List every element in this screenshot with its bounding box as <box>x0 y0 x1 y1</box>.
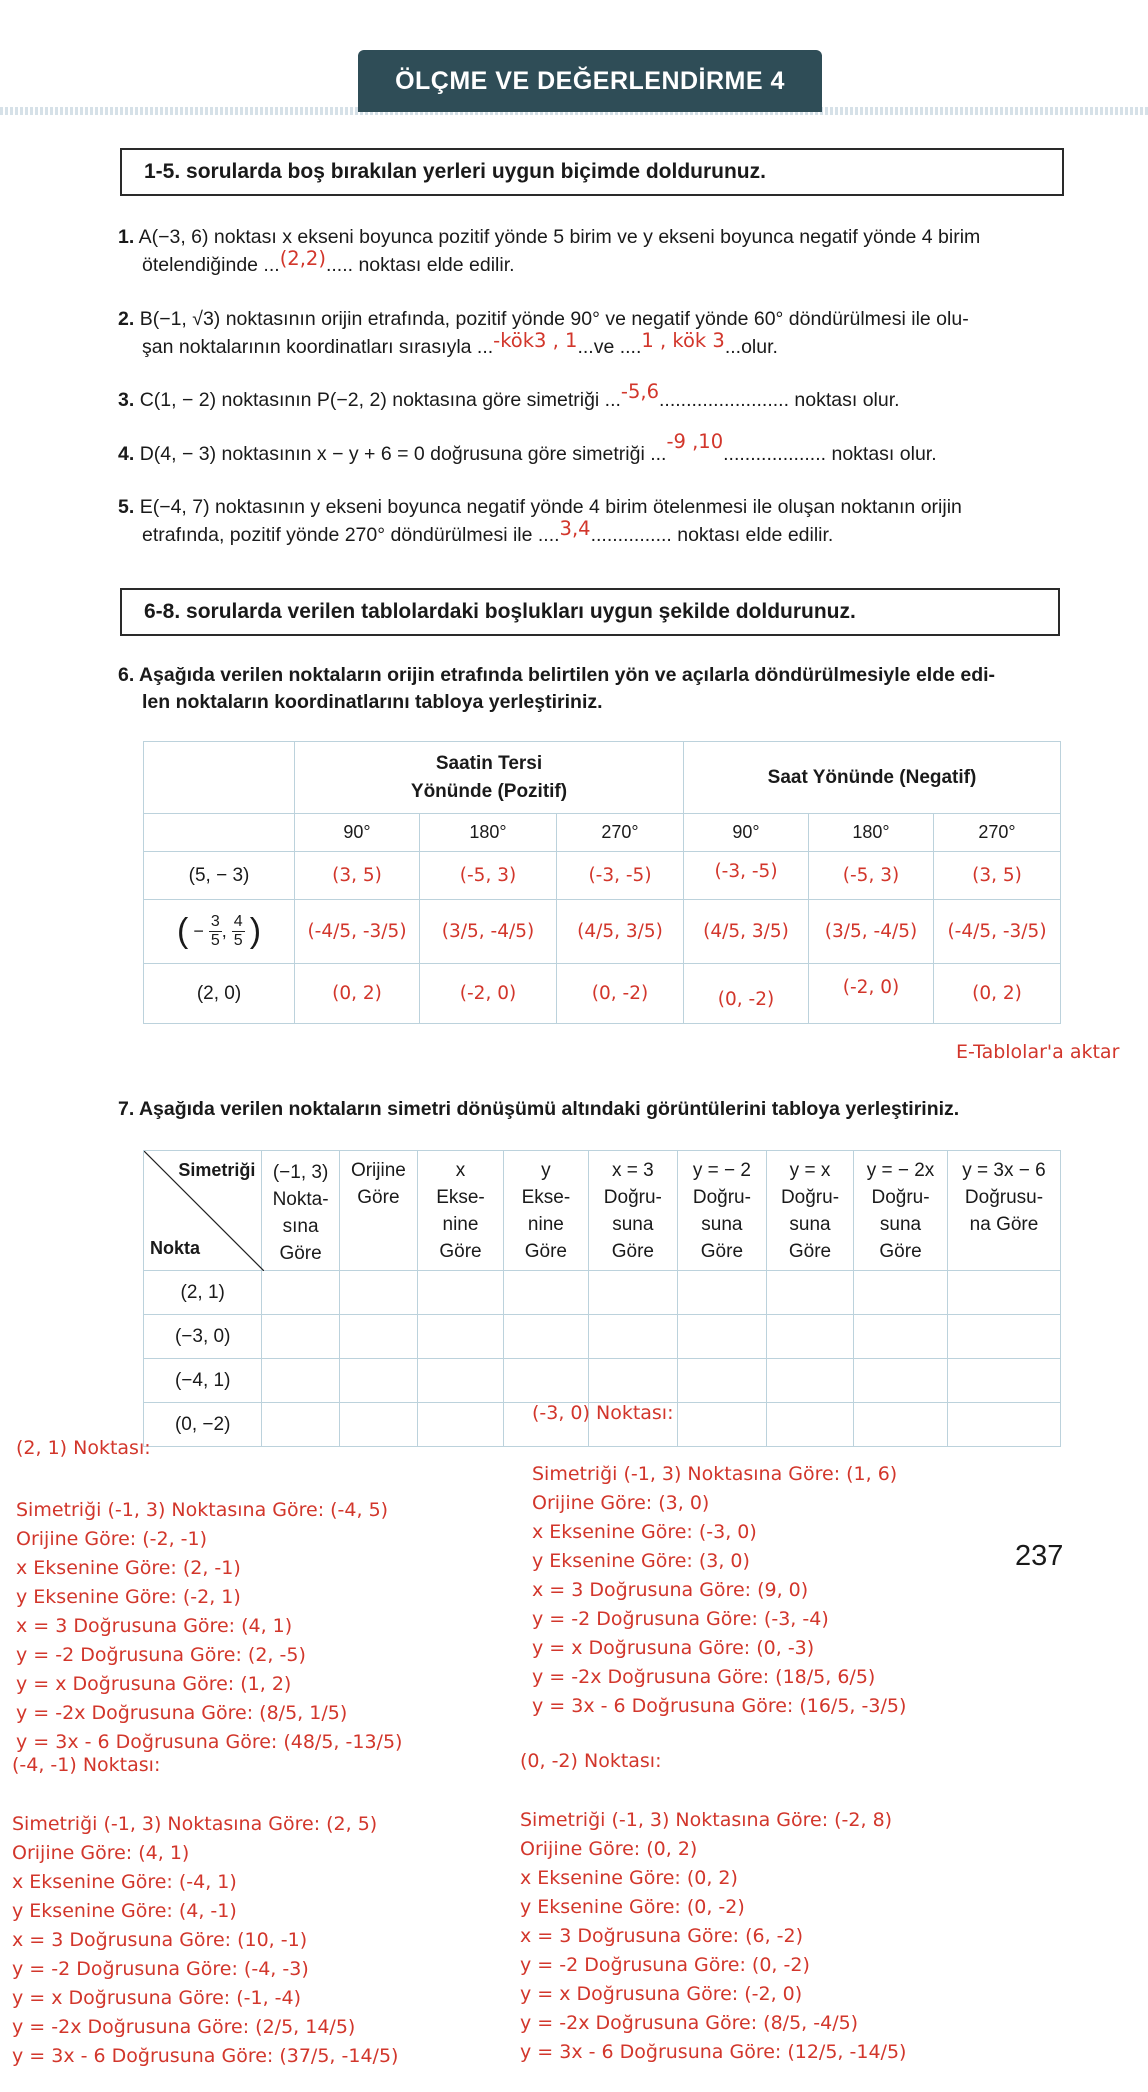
column-header: x Ekse- nine Göre <box>418 1151 504 1271</box>
note-item: y = -2 Doğrusuna Göre: (-4, -3) <box>12 1958 309 1980</box>
answer-cell: (0, -2) <box>717 989 775 1010</box>
answer-cell: (-2, 0) <box>842 977 900 998</box>
note-item: y = -2 Doğrusuna Göre: (0, -2) <box>520 1954 810 1976</box>
angle-header: 180° <box>420 814 557 852</box>
q5-line2-post: ............... noktası elde edilir. <box>590 524 834 546</box>
note-item: y = 3x - 6 Doğrusuna Göre: (12/5, -14/5) <box>520 2041 907 2063</box>
note-item: y Eksenine Göre: (0, -2) <box>520 1896 745 1918</box>
note-item: Simetriği (-1, 3) Noktasına Göre: (-2, 8) <box>520 1809 893 1831</box>
note-item: y = -2 Doğrusuna Göre: (2, -5) <box>16 1644 306 1666</box>
q5-answer: 3,4 <box>559 517 591 540</box>
corner-top-label: Simetriği <box>178 1160 256 1180</box>
note-item: y = x Doğrusuna Göre: (1, 2) <box>16 1673 292 1695</box>
q1-number: 1. <box>118 226 135 248</box>
point-cell: (2, 1) <box>144 1271 262 1315</box>
rotation-table-corner <box>144 742 295 814</box>
q3-number: 3. <box>118 389 135 411</box>
note-item: y = x Doğrusuna Göre: (0, -3) <box>532 1637 815 1659</box>
answer-cell: (-3, -5) <box>714 861 778 882</box>
q2-line2-mid: ...ve .... <box>577 336 642 358</box>
q6-line2: len noktaların koordinatlarını tabloya yerleştiriniz. <box>142 691 603 713</box>
question-7-text: 7. Aşağıda verilen noktaların simetri dönüşümü altındaki görüntülerini tabloya yerleştiriniz. <box>118 1098 960 1120</box>
answer-cell: (0, -2) <box>591 983 649 1004</box>
angle-header: 180° <box>809 814 934 852</box>
note-item: y = x Doğrusuna Göre: (-1, -4) <box>12 1987 302 2009</box>
note-list-3-0 <box>532 1460 906 1721</box>
note-item: Orijine Göre: (3, 0) <box>532 1492 710 1514</box>
symmetry-table-corner <box>144 1151 262 1271</box>
angle-blank <box>144 814 295 852</box>
note-item: x Eksenine Göre: (-4, 1) <box>12 1871 237 1893</box>
question-3 <box>118 380 900 414</box>
angle-header: 90° <box>684 814 809 852</box>
note-item: x = 3 Doğrusuna Göre: (10, -1) <box>12 1929 308 1951</box>
answer-cell: (-5, 3) <box>842 865 900 886</box>
q4-answer: -9 ,10 <box>666 430 724 453</box>
note-item: y = -2x Doğrusuna Göre: (2/5, 14/5) <box>12 2016 356 2038</box>
table-row <box>144 1315 1061 1359</box>
note-item: y Eksenine Göre: (-2, 1) <box>16 1586 241 1608</box>
answer-cell: (3/5, -4/5) <box>441 921 535 942</box>
note-item: Simetriği (-1, 3) Noktasına Göre: (1, 6) <box>532 1463 898 1485</box>
point-cell: (0, −2) <box>144 1403 262 1447</box>
note-item: y = -2 Doğrusuna Göre: (-3, -4) <box>532 1608 829 1630</box>
column-header: x = 3 Doğru- suna Göre <box>588 1151 677 1271</box>
q2-number: 2. <box>118 308 135 330</box>
instruction-text-2: 6-8. sorularda verilen tablolardaki boşlukları uygun şekilde doldurunuz. <box>144 600 856 623</box>
note-item: Simetriği (-1, 3) Noktasına Göre: (2, 5) <box>12 1813 378 1835</box>
answer-cell: (3, 5) <box>332 865 382 886</box>
q2-line2-pre: şan noktalarının koordinatları sırasıyla ... <box>142 336 494 358</box>
column-header: Orijine Göre <box>339 1151 417 1271</box>
q1-answer: (2,2) <box>279 247 326 270</box>
corner-bottom-label: Nokta <box>150 1238 201 1258</box>
answer-cell: (3/5, -4/5) <box>824 921 918 942</box>
section-title: ÖLÇME VE DEĞERLENDİRME 4 <box>395 66 785 95</box>
ccw-header: Saatin Tersi Yönünde (Pozitif) <box>295 742 684 814</box>
q2-answer-2: 1 , kök 3 <box>641 329 725 352</box>
rotation-table <box>143 741 1061 1024</box>
q4-pre: D(4, − 3) noktasının x − y + 6 = 0 doğrusuna göre simetriği ... <box>139 443 667 465</box>
q4-post: ................... noktası olur. <box>723 443 937 465</box>
spreadsheet-note: E-Tablolar'a aktar <box>956 1041 1120 1063</box>
answer-cell: (-5, 3) <box>459 865 517 886</box>
answer-cell: (3, 5) <box>972 865 1022 886</box>
question-2 <box>118 306 969 361</box>
q2-line2-post: ...olur. <box>724 336 778 358</box>
question-5 <box>118 494 962 549</box>
q5-line2-pre: etrafında, pozitif yönde 270° döndürülmesi ile .... <box>142 524 560 546</box>
answer-cell: (0, 2) <box>332 983 382 1004</box>
point-cell: (−3, 0) <box>144 1315 262 1359</box>
note-item: y = -2x Doğrusuna Göre: (18/5, 6/5) <box>532 1666 876 1688</box>
answer-cell: (4/5, 3/5) <box>577 921 663 942</box>
point-cell: ( − $\frac{3}{5}$ , $\frac{4}{5}$ ) <box>144 900 295 964</box>
instruction-box-1 <box>120 148 1064 196</box>
q3-answer: -5,6 <box>620 380 659 403</box>
answer-cell: (-2, 0) <box>459 983 517 1004</box>
answer-cell: (4/5, 3/5) <box>703 921 789 942</box>
q1-line2-pre: ötelendiğinde ... <box>142 254 280 276</box>
note-item: y = -2x Doğrusuna Göre: (8/5, 1/5) <box>16 1702 348 1724</box>
page-number: 237 <box>1015 1540 1064 1572</box>
note-item: x Eksenine Göre: (2, -1) <box>16 1557 241 1579</box>
note-item: Orijine Göre: (-2, -1) <box>16 1528 208 1550</box>
note-list-4-1 <box>12 1810 398 2071</box>
note-item: y Eksenine Göre: (3, 0) <box>532 1550 750 1572</box>
q1-line2-post: ..... noktası elde edilir. <box>325 254 515 276</box>
note-item: x = 3 Doğrusuna Göre: (4, 1) <box>16 1615 293 1637</box>
angle-header: 90° <box>295 814 420 852</box>
column-header: y = − 2 Doğru- suna Göre <box>677 1151 766 1271</box>
answer-cell: (-4/5, -3/5) <box>307 921 407 942</box>
q1-line1: A(−3, 6) noktası x ekseni boyunca pozitif yönde 5 birim ve y ekseni boyunca negatif yönde 4 birim <box>138 226 981 248</box>
table-row <box>144 1271 1061 1315</box>
cw-header: Saat Yönünde (Negatif) <box>684 742 1061 814</box>
note-title-0-2: (0, -2) Noktası: <box>520 1750 662 1772</box>
q3-pre: C(1, − 2) noktasının P(−2, 2) noktasına göre simetriği ... <box>139 389 621 411</box>
point-cell: (−4, 1) <box>144 1359 262 1403</box>
column-header: y Ekse- nine Göre <box>503 1151 588 1271</box>
note-item: x Eksenine Göre: (-3, 0) <box>532 1521 757 1543</box>
answer-cell: (-4/5, -3/5) <box>947 921 1047 942</box>
q2-answer-1: -kök3 , 1 <box>493 329 578 352</box>
instruction-box-2 <box>120 588 1060 636</box>
note-item: y = 3x - 6 Doğrusuna Göre: (16/5, -3/5) <box>532 1695 907 1717</box>
note-item: y = 3x - 6 Doğrusuna Göre: (48/5, -13/5) <box>16 1731 403 1753</box>
note-item: Orijine Göre: (0, 2) <box>520 1838 698 1860</box>
note-title-4-1: (-4, -1) Noktası: <box>12 1754 161 1776</box>
answer-cell: (0, 2) <box>972 983 1022 1004</box>
table-row <box>144 1359 1061 1403</box>
note-item: y = x Doğrusuna Göre: (-2, 0) <box>520 1983 803 2005</box>
question-6-text <box>118 662 1068 716</box>
note-title-3-0: (-3, 0) Noktası: <box>532 1402 674 1424</box>
point-cell: (5, − 3) <box>144 852 295 900</box>
q5-line1: E(−4, 7) noktasının y ekseni boyunca negatif yönde 4 birim ötelenmesi ile oluşan noktanın orijin <box>139 496 962 518</box>
point-cell: (2, 0) <box>144 964 295 1024</box>
angle-header: 270° <box>934 814 1061 852</box>
table-row <box>144 964 1061 1024</box>
section-banner <box>358 50 822 112</box>
answer-cell: (-3, -5) <box>588 865 652 886</box>
note-title-2-1: (2, 1) Noktası: <box>16 1437 151 1459</box>
note-item: y = 3x - 6 Doğrusuna Göre: (37/5, -14/5) <box>12 2045 399 2067</box>
question-1 <box>118 224 980 279</box>
q4-number: 4. <box>118 443 135 465</box>
angle-header: 270° <box>557 814 684 852</box>
table-row <box>144 900 1061 964</box>
note-item: x = 3 Doğrusuna Göre: (9, 0) <box>532 1579 809 1601</box>
note-item: y = -2x Doğrusuna Göre: (8/5, -4/5) <box>520 2012 859 2034</box>
column-header: (−1, 3) Nokta- sına Göre <box>262 1151 339 1271</box>
note-item: y Eksenine Göre: (4, -1) <box>12 1900 237 1922</box>
question-4 <box>118 430 937 468</box>
column-header: y = x Doğru- suna Göre <box>766 1151 853 1271</box>
q3-post: ........................ noktası olur. <box>658 389 900 411</box>
q6-line1: 6. Aşağıda verilen noktaların orijin etrafında belirtilen yön ve açılarla döndürülmesiyle elde edi- <box>118 664 996 686</box>
note-item: x = 3 Doğrusuna Göre: (6, -2) <box>520 1925 804 1947</box>
note-item: Simetriği (-1, 3) Noktasına Göre: (-4, 5) <box>16 1499 389 1521</box>
note-item: Orijine Göre: (4, 1) <box>12 1842 190 1864</box>
note-list-2-1 <box>16 1496 402 1757</box>
q2-line1: B(−1, √3) noktasının orijin etrafında, pozitif yönde 90° ve negatif yönde 60° döndürülmesi ile olu- <box>139 308 969 330</box>
column-header: y = − 2x Doğru- suna Göre <box>854 1151 948 1271</box>
column-header: y = 3x − 6 Doğrusu- na Göre <box>947 1151 1060 1271</box>
q5-number: 5. <box>118 496 135 518</box>
note-list-0-2 <box>520 1806 906 2067</box>
instruction-text-1: 1-5. sorularda boş bırakılan yerleri uygun biçimde doldurunuz. <box>144 160 766 183</box>
note-item: x Eksenine Göre: (0, 2) <box>520 1867 738 1889</box>
table-row <box>144 852 1061 900</box>
